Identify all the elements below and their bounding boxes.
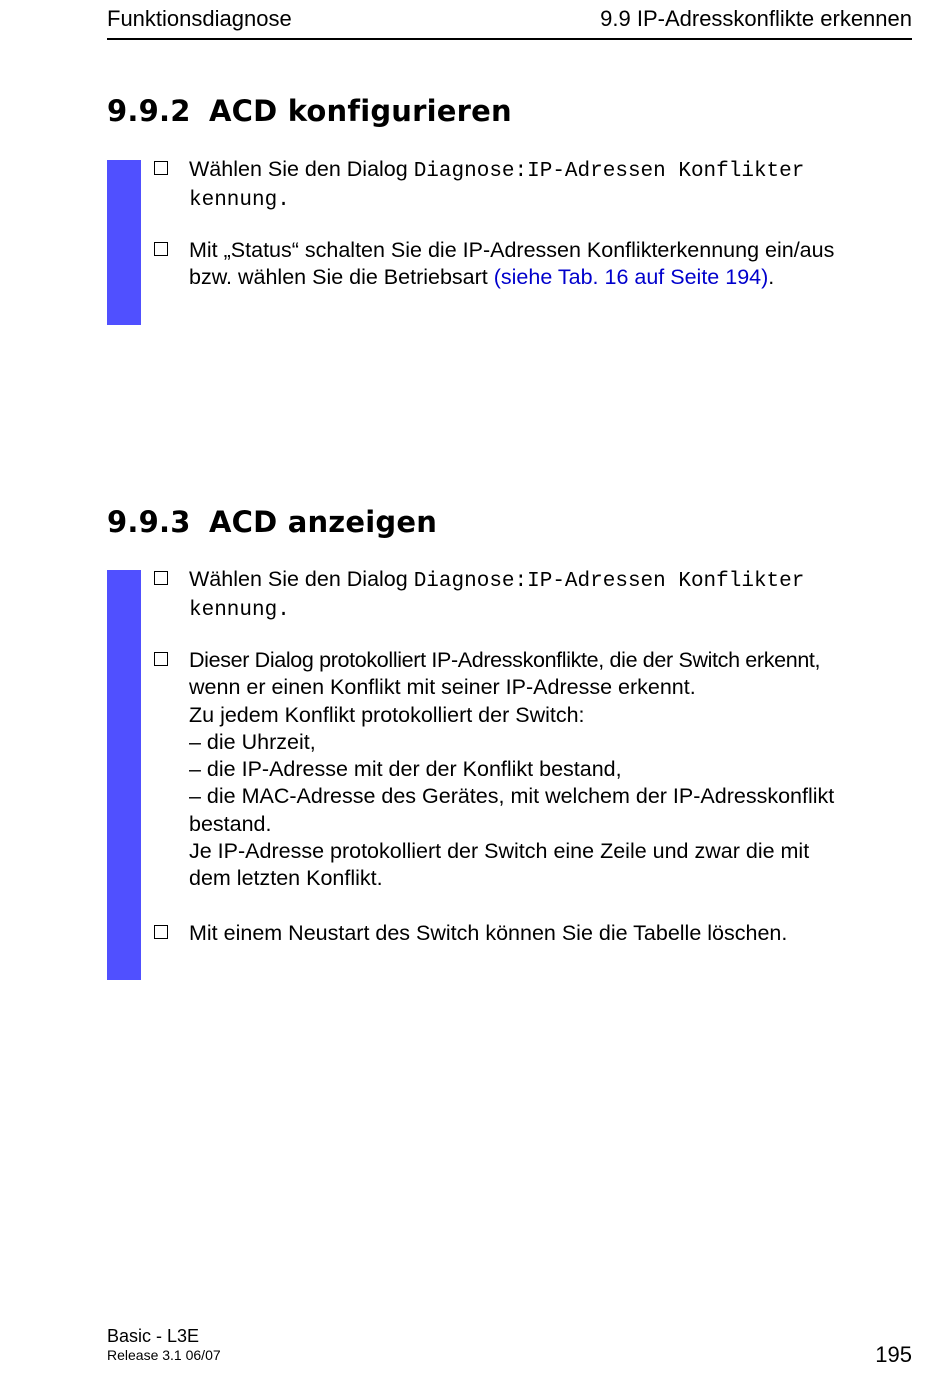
page-number: 195	[875, 1342, 912, 1367]
step-line: Mit „Status“ schalten Sie die IP-Adressen Konflikterkennung ein/aus	[189, 238, 835, 262]
step-line: Zu jedem Konflikt protokolliert der Switch:	[189, 702, 585, 727]
dialog-path: Diagnose:IP-Adressen Konflikter	[413, 570, 805, 593]
checkbox-icon	[154, 925, 168, 939]
running-header-chapter: Funktionsdiagnose	[107, 6, 292, 31]
dialog-path-continued: kennung.	[189, 189, 290, 213]
section-heading-acd-anzeigen	[107, 505, 437, 539]
header-divider	[107, 38, 912, 40]
step-text	[189, 156, 919, 215]
step-label: Wählen Sie den Dialog	[189, 157, 414, 181]
step-text	[189, 647, 919, 893]
step-text	[189, 566, 919, 625]
footer-release-info: Release 3.1 06/07	[107, 1347, 221, 1363]
step-label: Wählen Sie den Dialog	[189, 567, 414, 591]
step-punctuation: .	[768, 265, 775, 290]
running-header-section: 9.9 IP-Adresskonflikte erkennen	[600, 6, 912, 31]
change-bar	[107, 160, 141, 325]
step-text: Mit einem Neustart des Switch können Sie die Tabelle löschen.	[189, 921, 788, 945]
checkbox-icon	[154, 571, 168, 585]
list-item-time: – die Uhrzeit,	[189, 729, 316, 754]
list-item-ip-address: – die IP-Adresse mit der der Konflikt bestand,	[189, 757, 622, 782]
checkbox-icon	[154, 161, 168, 175]
section-title: ACD konfigurieren	[209, 94, 512, 128]
footer-product-name: Basic - L3E	[107, 1326, 200, 1346]
step-line: wenn er einen Konflikt mit seiner IP-Adresse erkennt.	[189, 675, 696, 700]
step-line: bzw. wählen Sie die Betriebsart	[189, 265, 494, 290]
step-line: Je IP-Adresse protokolliert der Switch eine Zeile und zwar die mit	[189, 839, 810, 864]
checkbox-icon	[154, 652, 168, 666]
step-line: dem letzten Konflikt.	[189, 866, 383, 891]
change-bar	[107, 570, 141, 980]
dialog-path: Diagnose:IP-Adressen Konflikter	[413, 160, 805, 183]
section-number: 9.9.3	[107, 505, 191, 539]
step-line: Dieser Dialog protokolliert IP-Adresskonflikte, die der Switch erkennt,	[189, 648, 821, 672]
checkbox-icon	[154, 242, 168, 256]
dialog-path-continued: kennung.	[189, 599, 290, 623]
section-title: ACD anzeigen	[209, 505, 438, 539]
list-item-mac-address: – die MAC-Adresse des Gerätes, mit welchem der IP-Adresskonflikt	[189, 784, 835, 809]
step-line: bestand.	[189, 811, 272, 836]
section-heading-acd-konfigurieren	[107, 94, 512, 128]
section-number: 9.9.2	[107, 94, 191, 128]
step-text	[189, 237, 919, 292]
table-reference-link[interactable]: (siehe Tab. 16 auf Seite 194)	[493, 265, 769, 290]
